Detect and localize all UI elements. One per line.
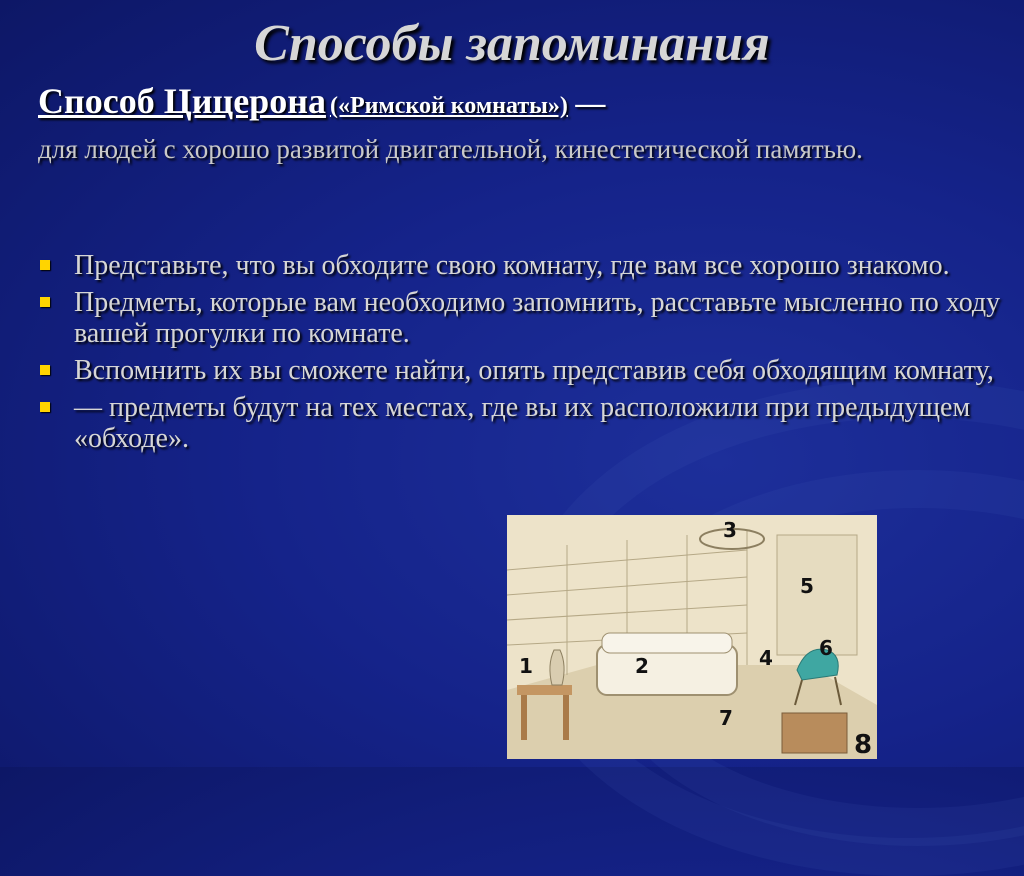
subtitle-method-name: Способ Цицерона bbox=[38, 81, 326, 121]
room-sketch bbox=[507, 515, 877, 759]
list-item bbox=[38, 392, 1013, 454]
room-label-1: 1 bbox=[519, 654, 533, 678]
bullet-text: Предметы, которые вам необходимо запомнить, расставьте мысленно по ходу вашей прогулки по комнате. bbox=[74, 287, 1001, 349]
bullet-square-icon bbox=[40, 402, 50, 412]
subtitle-dash: — bbox=[567, 87, 606, 120]
room-label-7: 7 bbox=[719, 706, 733, 730]
bullet-list bbox=[38, 250, 1013, 460]
intro-text: для людей с хорошо развитой двигательной, кинестетической памятью. bbox=[38, 134, 863, 164]
bullet-text: Представьте, что вы обходите свою комнату, где вам все хорошо знакомо. bbox=[74, 250, 950, 281]
bullet-square-icon bbox=[40, 297, 50, 307]
room-label-6: 6 bbox=[819, 636, 833, 660]
room-label-4: 4 bbox=[759, 646, 773, 670]
list-item bbox=[38, 250, 1013, 281]
slide-title: Способы запоминания bbox=[254, 15, 770, 72]
room-label-8: 8 bbox=[854, 730, 873, 759]
bullet-square-icon bbox=[40, 365, 50, 375]
room-label-5: 5 bbox=[800, 574, 814, 598]
slide-subtitle bbox=[38, 80, 605, 122]
room-sketch-image bbox=[507, 515, 877, 759]
room-label-3: 3 bbox=[723, 518, 737, 542]
bullet-text: Вспомнить их вы сможете найти, опять представив себя обходящим комнату, bbox=[74, 355, 994, 386]
list-item bbox=[38, 355, 1013, 386]
room-label-2: 2 bbox=[635, 654, 649, 678]
subtitle-alias: («Римской комнаты») bbox=[329, 93, 568, 119]
bullet-text: — предметы будут на тех местах, где вы их расположили при предыдущем «обходе». bbox=[74, 392, 971, 454]
bullet-square-icon bbox=[40, 260, 50, 270]
list-item bbox=[38, 287, 1013, 349]
